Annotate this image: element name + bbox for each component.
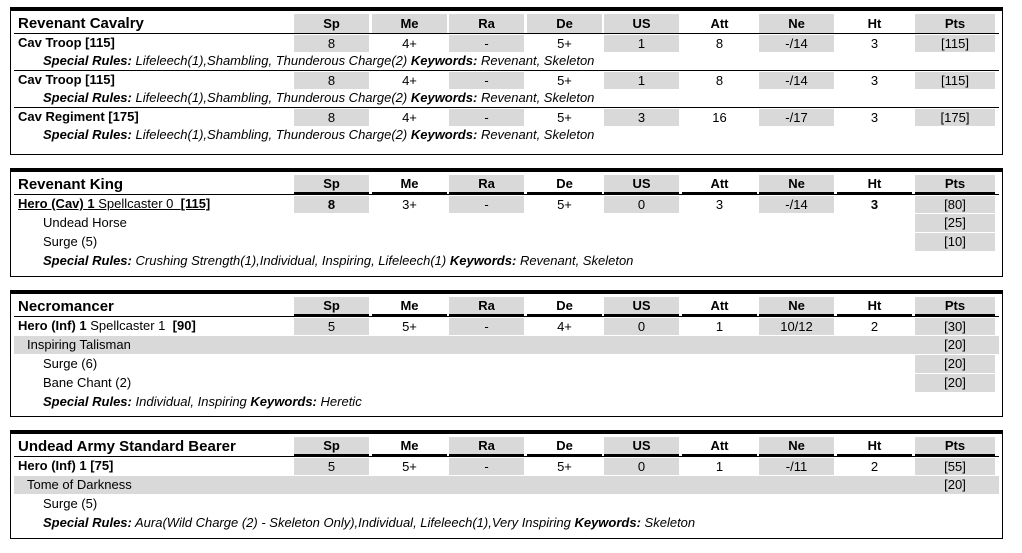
special-rules: Special Rules: Individual, Inspiring Keywords: Heretic bbox=[43, 394, 362, 409]
header-me: Me bbox=[372, 297, 447, 316]
header-ht: Ht bbox=[837, 437, 912, 456]
stat-ra: - bbox=[449, 35, 524, 52]
header-ne: Ne bbox=[759, 437, 834, 456]
stat-us: 0 bbox=[604, 318, 679, 335]
stat-ht: 3 bbox=[837, 35, 912, 52]
header-att: Att bbox=[682, 14, 757, 33]
stat-ra: - bbox=[449, 196, 524, 213]
hero-line: Hero (Cav) 1 Spellcaster 0 [115] bbox=[18, 196, 211, 211]
stat-ne: -/14 bbox=[759, 35, 834, 52]
unit-name: Cav Troop [115] bbox=[18, 72, 115, 87]
stat-pts: [80] bbox=[915, 196, 995, 213]
stat-me: 5+ bbox=[372, 458, 447, 475]
option-undead-horse: Undead Horse bbox=[43, 215, 127, 230]
option-tome-of-darkness: Tome of Darkness bbox=[27, 477, 132, 492]
header-row bbox=[11, 437, 1002, 456]
option-inspiring-talisman: Inspiring Talisman bbox=[27, 337, 131, 352]
stat-de: 5+ bbox=[527, 35, 602, 52]
option-row-shaded bbox=[14, 476, 999, 494]
stat-sp: 8 bbox=[294, 35, 369, 52]
option-pts: [25] bbox=[915, 214, 995, 232]
stat-ht: 2 bbox=[837, 458, 912, 475]
divider bbox=[14, 456, 999, 457]
unit-title: Undead Army Standard Bearer bbox=[18, 438, 236, 455]
stat-us: 0 bbox=[604, 196, 679, 213]
unit-title: Revenant King bbox=[18, 176, 124, 193]
header-us: US bbox=[604, 297, 679, 316]
stat-me: 4+ bbox=[372, 109, 447, 126]
header-pts: Pts bbox=[915, 437, 995, 456]
header-ra: Ra bbox=[449, 175, 524, 194]
stat-pts: [30] bbox=[915, 318, 995, 335]
header-ra: Ra bbox=[449, 437, 524, 456]
header-att: Att bbox=[682, 437, 757, 456]
special-rules: Special Rules: Lifeleech(1),Shambling, Thunderous Charge(2) Keywords: Revenant, Skeleton bbox=[43, 90, 595, 105]
stat-sp: 8 bbox=[294, 109, 369, 126]
unit-title: Revenant Cavalry bbox=[18, 15, 144, 32]
stat-pts: [55] bbox=[915, 458, 995, 475]
stat-ne: 10/12 bbox=[759, 318, 834, 335]
header-me: Me bbox=[372, 175, 447, 194]
unit-name: Cav Regiment [175] bbox=[18, 109, 139, 124]
header-row bbox=[11, 297, 1002, 316]
option-pts: [20] bbox=[915, 336, 995, 354]
stat-row bbox=[11, 35, 1002, 53]
stat-de: 5+ bbox=[527, 72, 602, 89]
header-ra: Ra bbox=[449, 297, 524, 316]
stat-sp: 8 bbox=[294, 72, 369, 89]
special-rules: Special Rules: Lifeleech(1),Shambling, Thunderous Charge(2) Keywords: Revenant, Skeleton bbox=[43, 53, 595, 68]
stat-pts: [175] bbox=[915, 109, 995, 126]
stat-sp: 8 bbox=[294, 196, 369, 213]
stat-ne: -/14 bbox=[759, 196, 834, 213]
stat-ra: - bbox=[449, 72, 524, 89]
option-surge: Surge (5) bbox=[43, 496, 98, 511]
stat-ht: 2 bbox=[837, 318, 912, 335]
header-sp: Sp bbox=[294, 175, 369, 194]
header-ne: Ne bbox=[759, 14, 834, 33]
unit-title: Necromancer bbox=[18, 298, 114, 315]
divider bbox=[14, 33, 999, 34]
option-surge: Surge (6) bbox=[43, 356, 98, 371]
header-sp: Sp bbox=[294, 437, 369, 456]
stat-de: 5+ bbox=[527, 458, 602, 475]
stat-ne: -/17 bbox=[759, 109, 834, 126]
stat-de: 4+ bbox=[527, 318, 602, 335]
stat-ra: - bbox=[449, 109, 524, 126]
unit-block-revenant-king bbox=[10, 168, 1003, 277]
stat-me: 4+ bbox=[372, 35, 447, 52]
stat-de: 5+ bbox=[527, 196, 602, 213]
stat-ht: 3 bbox=[837, 72, 912, 89]
header-sp: Sp bbox=[294, 14, 369, 33]
stat-row bbox=[11, 109, 1002, 127]
stat-pts: [115] bbox=[915, 35, 995, 52]
stat-me: 3+ bbox=[372, 196, 447, 213]
header-ne: Ne bbox=[759, 297, 834, 316]
header-us: US bbox=[604, 14, 679, 33]
option-pts: [20] bbox=[915, 374, 995, 392]
header-ht: Ht bbox=[837, 14, 912, 33]
stat-ra: - bbox=[449, 458, 524, 475]
header-de: De bbox=[527, 14, 602, 33]
stat-att: 1 bbox=[682, 458, 757, 475]
stat-ra: - bbox=[449, 318, 524, 335]
divider bbox=[14, 70, 999, 71]
header-att: Att bbox=[682, 175, 757, 194]
hero-line: Hero (Inf) 1 [75] bbox=[18, 458, 114, 473]
unit-block-revenant-cavalry bbox=[10, 7, 1003, 155]
header-row bbox=[11, 14, 1002, 33]
header-de: De bbox=[527, 297, 602, 316]
stat-ne: -/11 bbox=[759, 458, 834, 475]
stat-att: 3 bbox=[682, 196, 757, 213]
header-de: De bbox=[527, 437, 602, 456]
header-me: Me bbox=[372, 14, 447, 33]
option-row-shaded bbox=[14, 336, 999, 354]
unit-name: Cav Troop [115] bbox=[18, 35, 115, 50]
special-rules: Special Rules: Crushing Strength(1),Individual, Inspiring, Lifeleech(1) Keywords: Revenant, Skeleton bbox=[43, 253, 634, 268]
unit-block-standard-bearer bbox=[10, 430, 1003, 539]
stat-att: 8 bbox=[682, 72, 757, 89]
header-att: Att bbox=[682, 297, 757, 316]
special-rules: Special Rules: Lifeleech(1),Shambling, Thunderous Charge(2) Keywords: Revenant, Skeleton bbox=[43, 127, 595, 142]
header-row bbox=[11, 175, 1002, 194]
header-ra: Ra bbox=[449, 14, 524, 33]
stat-us: 1 bbox=[604, 35, 679, 52]
stat-row bbox=[11, 318, 1002, 336]
header-us: US bbox=[604, 437, 679, 456]
option-pts: [10] bbox=[915, 233, 995, 251]
stat-us: 0 bbox=[604, 458, 679, 475]
option-surge: Surge (5) bbox=[43, 234, 98, 249]
stat-ht: 3 bbox=[837, 109, 912, 126]
stat-us: 3 bbox=[604, 109, 679, 126]
option-bane-chant: Bane Chant (2) bbox=[43, 375, 132, 390]
stat-me: 4+ bbox=[372, 72, 447, 89]
unit-block-necromancer bbox=[10, 290, 1003, 417]
option-pts: [20] bbox=[915, 355, 995, 373]
stat-me: 5+ bbox=[372, 318, 447, 335]
stat-row bbox=[11, 72, 1002, 90]
stat-de: 5+ bbox=[527, 109, 602, 126]
header-pts: Pts bbox=[915, 14, 995, 33]
header-ht: Ht bbox=[837, 297, 912, 316]
option-pts: [20] bbox=[915, 476, 995, 494]
stat-att: 1 bbox=[682, 318, 757, 335]
header-me: Me bbox=[372, 437, 447, 456]
header-de: De bbox=[527, 175, 602, 194]
stat-row bbox=[11, 458, 1002, 476]
stat-us: 1 bbox=[604, 72, 679, 89]
header-sp: Sp bbox=[294, 297, 369, 316]
header-us: US bbox=[604, 175, 679, 194]
hero-line: Hero (Inf) 1 Spellcaster 1 [90] bbox=[18, 318, 196, 333]
stat-ht: 3 bbox=[837, 196, 912, 213]
header-pts: Pts bbox=[915, 297, 995, 316]
header-ne: Ne bbox=[759, 175, 834, 194]
stat-att: 16 bbox=[682, 109, 757, 126]
special-rules: Special Rules: Aura(Wild Charge (2) - Skeleton Only),Individual, Lifeleech(1),Very Inspiring Keywords: Skeleton bbox=[43, 515, 696, 530]
header-ht: Ht bbox=[837, 175, 912, 194]
header-pts: Pts bbox=[915, 175, 995, 194]
stat-row bbox=[11, 196, 1002, 214]
stat-sp: 5 bbox=[294, 458, 369, 475]
stat-ne: -/14 bbox=[759, 72, 834, 89]
divider bbox=[14, 107, 999, 108]
stat-pts: [115] bbox=[915, 72, 995, 89]
stat-sp: 5 bbox=[294, 318, 369, 335]
stat-att: 8 bbox=[682, 35, 757, 52]
